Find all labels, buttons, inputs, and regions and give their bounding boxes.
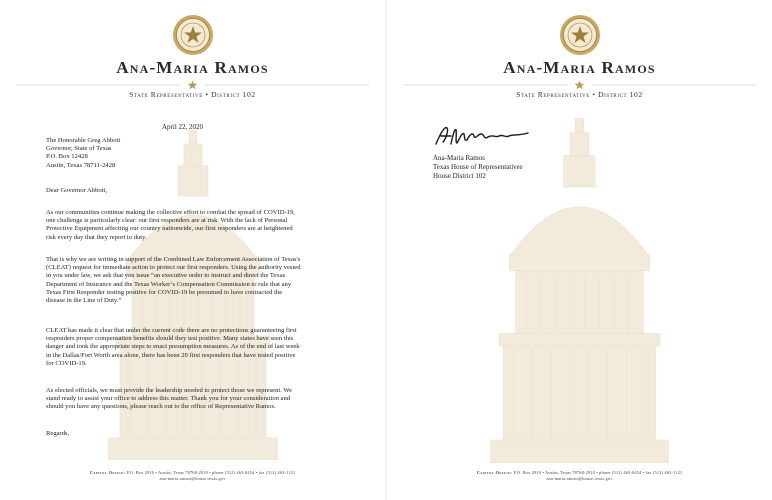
footer-address: P.O. Box 2910 • Austin, Texas 78768-2910 • phone (512) 463-0454 • fax (512) 463-1121 xyxy=(513,470,683,475)
paragraph-4 xyxy=(46,387,346,412)
letter-page-1 xyxy=(0,0,385,500)
text-line: As elected officials, we must provide the leadership needed to protect those we represent. We xyxy=(46,387,293,394)
text-line: (CLEAT) request for immediate action to protect our first responders. Using the authority vested xyxy=(46,264,301,272)
footer-email: ana-maria.ramos@house.texas.gov xyxy=(546,476,613,481)
footer-label: Capitol Office: xyxy=(476,470,513,475)
signature-line: House District 102 xyxy=(433,172,486,180)
signature-line: Texas House of Representatives xyxy=(433,163,523,171)
signature-line: Ana-Maria Ramos xyxy=(433,154,485,162)
paragraph-3 xyxy=(46,327,346,368)
text-line: in the Dallas/Fort Worth area alone, there has been 29 first responders that have tested positive xyxy=(46,351,296,359)
signature-block xyxy=(433,154,523,181)
letter-date: April 22, 2020 xyxy=(162,123,204,131)
recipient-line: Governor, State of Texas xyxy=(46,145,112,153)
paragraph-1 xyxy=(46,209,346,242)
closing: Regards, xyxy=(46,430,70,437)
representative-title: State Representative • District 102 xyxy=(516,90,643,99)
paragraph-2 xyxy=(46,256,346,305)
handwritten-signature xyxy=(433,122,533,150)
text-line: in you under law, we ask that you issue “an executive order to instruct and direct the Texas xyxy=(46,272,286,280)
text-line: That is why we are writing in support of the Combined Law Enforcement Association of Texas's xyxy=(46,256,301,263)
recipient-line: P.O. Box 12428 xyxy=(46,153,88,161)
recipient-line: Austin, Texas 78711-2428 xyxy=(46,161,116,169)
texas-house-seal-icon xyxy=(559,14,601,56)
text-line: danger and took the appropriate steps to enact presumption measures. As of the end of last week xyxy=(46,343,300,351)
text-line: responders proper compensation benefits should they test positive. Many states have seen this xyxy=(46,335,294,343)
letterhead-footer xyxy=(0,470,385,482)
text-line: for COVID-19. xyxy=(46,359,87,367)
text-line: As our communities continue making the collective effort to combat the spread of COVID-19, xyxy=(46,209,295,216)
representative-title: State Representative • District 102 xyxy=(129,90,256,99)
recipient-address xyxy=(46,137,346,170)
recipient-line: The Honorable Greg Abbott xyxy=(46,137,121,144)
text-line: Department of Insurance and the Texas Worker’s Compensation Commission to rule that any xyxy=(46,280,292,288)
representative-name: Ana-Maria Ramos xyxy=(116,58,269,77)
footer-address: P.O. Box 2910 • Austin, Texas 78768-2910 • phone (512) 463-0454 • fax (512) 463-1121 xyxy=(126,470,296,475)
texas-house-seal-icon xyxy=(172,14,214,56)
footer-email: ana-maria.ramos@house.texas.gov xyxy=(159,476,226,481)
text-line: disease in the Line of Duty.” xyxy=(46,297,122,305)
letterhead-rule xyxy=(0,80,385,90)
text-line: stand ready to assist your office to address this matter. Thank you for your consideration and xyxy=(46,395,291,403)
text-line: Protective Equipment affecting our country nationwide, our first responders are at heightened xyxy=(46,225,293,233)
text-line: one challenge is particularly clear: our first responders are at risk. With the lack of Personal xyxy=(46,217,288,225)
text-line: Texas First Responder testing positive for COVID-19 be presumed to have contracted the xyxy=(46,288,283,296)
letterhead-rule xyxy=(387,80,772,90)
letter-page-2 xyxy=(387,0,772,500)
representative-name: Ana-Maria Ramos xyxy=(503,58,656,77)
text-line: risk every day that they report to duty. xyxy=(46,233,147,241)
footer-label: Capitol Office: xyxy=(89,470,126,475)
salutation: Dear Governor Abbott, xyxy=(46,187,107,194)
letterhead-footer xyxy=(387,470,772,482)
text-line: should you have any questions, please reach out to the office of Representative Ramos. xyxy=(46,403,276,411)
text-line: CLEAT has made it clear that under the current code there are no protections guaranteeing first xyxy=(46,327,297,334)
